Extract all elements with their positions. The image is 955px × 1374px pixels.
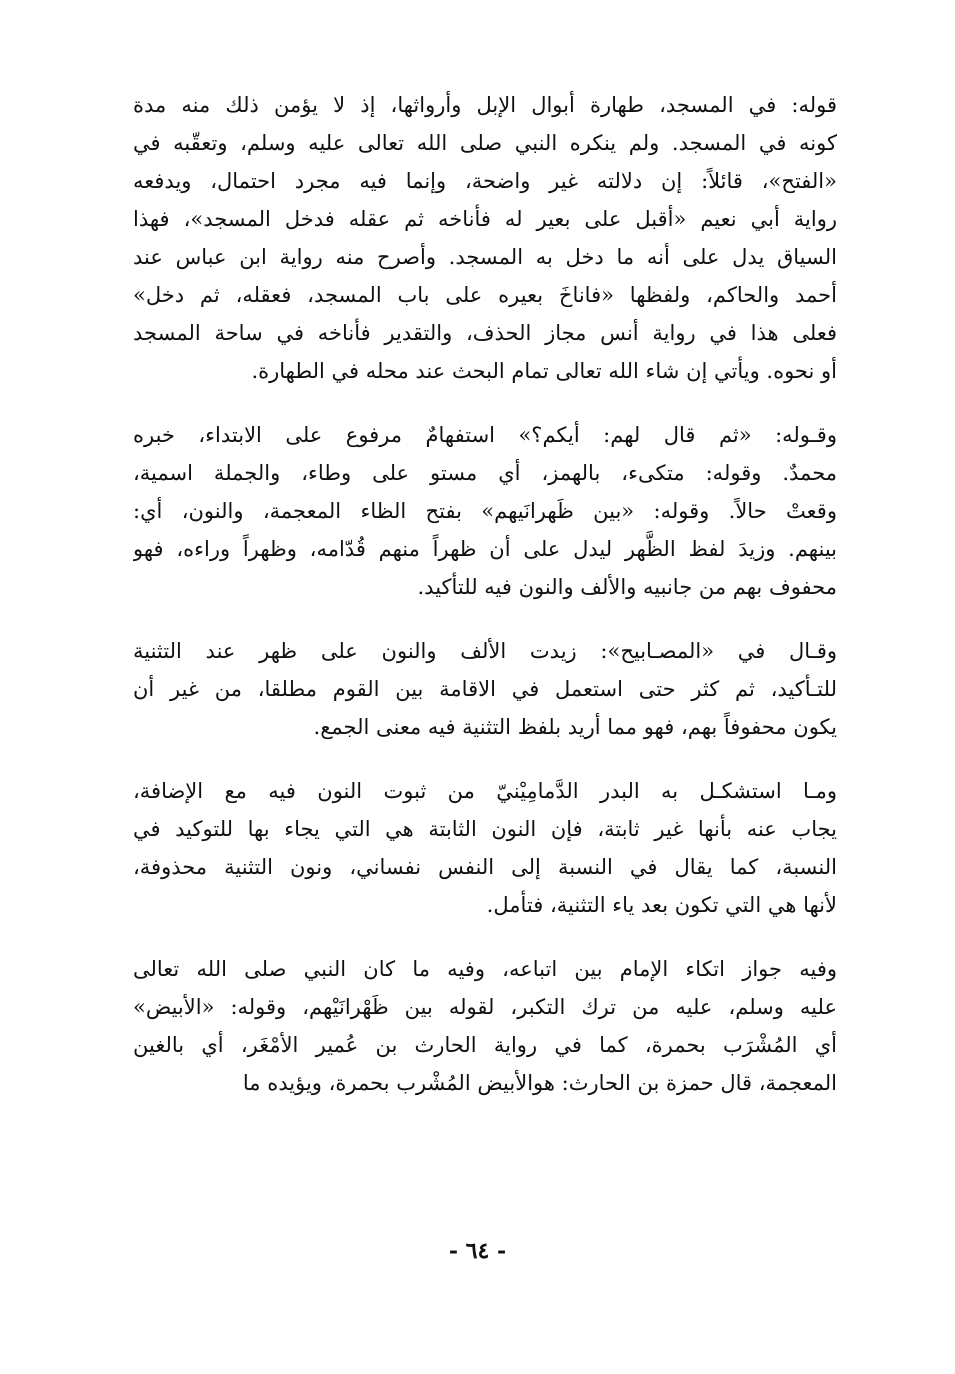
text-line: أو نحوه. ويأتي إن شاء الله تعالى تمام البحث عند محله في الطهارة. [251, 359, 837, 383]
text-line: النسبة، كما يقال في النسبة إلى النفس نفساني، ونون التثنية محذوفة، [133, 855, 837, 879]
paragraph [133, 86, 837, 390]
text-line: أحمد والحاكم، ولفظها «فاناخَ بعيره على باب المسجد، فعقله، ثم دخل» [133, 283, 837, 307]
text-line: وفيه جواز اتكاء الإمام بين اتباعه، وفيه ما كان النبي صلى الله تعالى [133, 957, 837, 981]
text-line: «الفتح»، قائلاً: إن دلالته غير واضحة، وإنما فيه مجرد احتمال، ويدفعه [133, 169, 837, 193]
text-line: يكون محفوفاً بهم، فهو مما أريد بلفظ التثنية فيه معنى الجمع. [313, 715, 837, 739]
text-line: عليه وسلم، عليه من ترك التكبر، لقوله بين ظَهْرانَيْهم، وقوله: «الأبيض» [133, 995, 837, 1019]
text-line: للتـأكيد، ثم كثر حتى استعمل في الاقامة بين القوم مطلقا، من غير أن [133, 677, 837, 701]
paragraph [133, 416, 837, 606]
text-line: ومـا استشكـل به البدر الدَّمامِيْنيّ من ثبوت النون فيه مع الإضافة، [133, 779, 837, 803]
text-line: وقـوله: «ثم قال لهم: أيكم؟» استفهامٌ مرفوع على الابتداء، خبره [133, 423, 837, 447]
text-line: أي المُشْرَب بحمرة، كما في رواية الحارث بن عُمير الأمْغَر، أي بالغين [133, 1033, 837, 1057]
text-line: لأنها هي التي تكون بعد ياء التثنية، فتأمل. [486, 893, 837, 917]
text-line: فعلى هذا في رواية أنس مجاز الحذف، والتقدير فأناخه في ساحة المسجد [133, 321, 837, 345]
text-line: محفوف بهم من جانبيه والألف والنون فيه للتأكيد. [417, 575, 837, 599]
text-line: يجاب عنه بأنها غير ثابتة، فإن النون الثابتة هي التي يجاء بها للتوكيد في [133, 817, 837, 841]
text-line: محمدٌ. وقوله: متكىء، بالهمز، أي مستو على وطاء، والجملة اسمية، [133, 461, 837, 485]
text-line: قوله: في المسجد، طهارة أبوال الإبل وأرواثها، إذ لا يؤمن ذلك منه مدة [133, 93, 837, 117]
text-line: رواية أبي نعيم «أقبل على بعير له فأناخه ثم عقله فدخل المسجد»، فهذا [133, 207, 837, 231]
text-line: المعجمة، قال حمزة بن الحارث: هوالأبيض المُشْرب بحمرة، ويؤيده ما [242, 1071, 837, 1095]
text-line: بينهم. وزيدَ لفظ الظَّهر ليدل على أن ظهراً منهم قُدّامه، وظهراً وراءه، فهو [133, 537, 837, 561]
paragraph [133, 950, 837, 1102]
paragraph [133, 772, 837, 924]
page-number: - ٦٤ - [448, 1238, 507, 1264]
body-text [133, 86, 837, 1128]
text-line: وقـال في «المصـابيح»: زيدت الألف والنون على ظهر عند التثنية [133, 639, 837, 663]
text-line: كونه في المسجد. ولم ينكره النبي صلى الله تعالى عليه وسلم، وتعقّبه في [133, 131, 837, 155]
text-line: وقعتْ حالاً. وقوله: «بين ظَهرانَيهم» بفتح الظاء المعجمة، والنون، أي: [133, 499, 837, 523]
paragraph [133, 632, 837, 746]
text-line: السياق يدل على أنه ما دخل به المسجد. وأصرح منه رواية ابن عباس عند [133, 245, 837, 269]
